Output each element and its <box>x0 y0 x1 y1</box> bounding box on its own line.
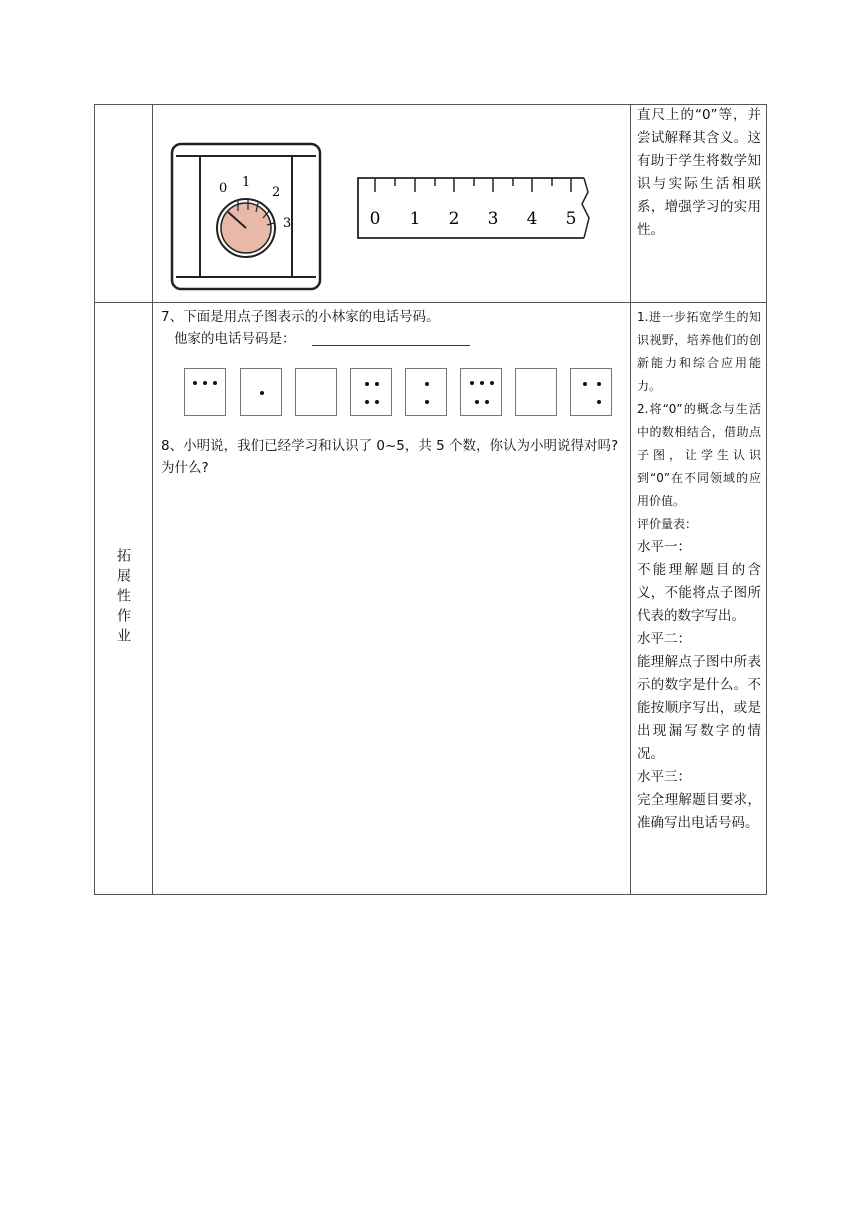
dot-card <box>460 368 502 416</box>
dot <box>470 381 474 385</box>
dot <box>490 381 494 385</box>
table-row-divider <box>94 302 766 303</box>
dot <box>597 382 601 386</box>
dot-card <box>295 368 337 416</box>
dot-card <box>515 368 557 416</box>
level-2-title: 水平二： <box>637 631 691 647</box>
dot <box>193 381 197 385</box>
table-right-border <box>766 104 767 894</box>
row-label: 拓展性作业 <box>115 548 131 648</box>
dot <box>375 382 379 386</box>
question-8: 8、小明说，我们已经学习和认识了 0~5，共 5 个数，你认为小明说得对吗?为什么? <box>161 438 619 476</box>
dot <box>597 400 601 404</box>
ruler-label-4: 4 <box>526 209 538 229</box>
question-7-prompt: 他家的电话号码是： <box>174 331 296 347</box>
ruler-label-2: 2 <box>448 209 460 229</box>
dot-card <box>184 368 226 416</box>
level-3-text: 完全理解题目要求，准确写出电话号码。 <box>637 792 761 831</box>
table-col-divider-1 <box>152 104 153 894</box>
bottom-right-cell <box>637 306 761 835</box>
dial-label-2: 2 <box>272 185 281 200</box>
top-right-cell <box>637 104 761 242</box>
table-col-divider-2 <box>630 104 631 894</box>
dial-label-3: 3 <box>283 216 292 231</box>
goal-1: 1.进一步拓宽学生的知识视野，培养他们的创新能力和综合应用能力。 <box>637 310 761 393</box>
ruler-label-5: 5 <box>565 209 577 229</box>
level-1-text: 不能理解题目的含义，不能将点子图所代表的数字写出。 <box>637 562 761 624</box>
dot <box>213 381 217 385</box>
dial-label-1: 1 <box>242 175 251 190</box>
level-3-title: 水平三： <box>637 769 691 785</box>
dot <box>365 382 369 386</box>
goal-2: 2.将“0”的概念与生活中的数相结合，借助点子图，让学生认识到“0”在不同领域的应用价值。 <box>637 402 761 508</box>
dot <box>425 400 429 404</box>
ruler-label-3: 3 <box>487 209 499 229</box>
rubric-title: 评价量表： <box>637 517 698 531</box>
dot-card <box>405 368 447 416</box>
ruler-label-1: 1 <box>409 209 421 229</box>
ruler-figure <box>350 170 592 242</box>
level-1-title: 水平一： <box>637 539 691 555</box>
dial-label-0: 0 <box>219 181 228 196</box>
dot <box>375 400 379 404</box>
answer-blank-line[interactable] <box>312 345 470 346</box>
level-2-text: 能理解点子图中所表示的数字是什么。不能按顺序写出，或是出现漏写数字的情况。 <box>637 654 761 762</box>
dot <box>485 400 489 404</box>
question-7-title: 7、下面是用点子图表示的小林家的电话号码。 <box>161 309 440 325</box>
table-bottom-border <box>94 894 767 895</box>
row-label-cell <box>94 302 152 894</box>
dot <box>480 381 484 385</box>
ruler-label-0: 0 <box>369 209 381 229</box>
dot <box>425 382 429 386</box>
top-right-text: 直尺上的“0”等，并尝试解释其含义。这有助于学生将数学知识与实际生活相联系，增强学习的实用性。 <box>637 107 761 238</box>
dot-card <box>240 368 282 416</box>
dot <box>203 381 207 385</box>
dial-figure <box>166 134 324 294</box>
dot-card <box>570 368 612 416</box>
dot <box>475 400 479 404</box>
dot <box>365 400 369 404</box>
dot-card <box>350 368 392 416</box>
dot <box>260 391 264 395</box>
dot <box>583 382 587 386</box>
